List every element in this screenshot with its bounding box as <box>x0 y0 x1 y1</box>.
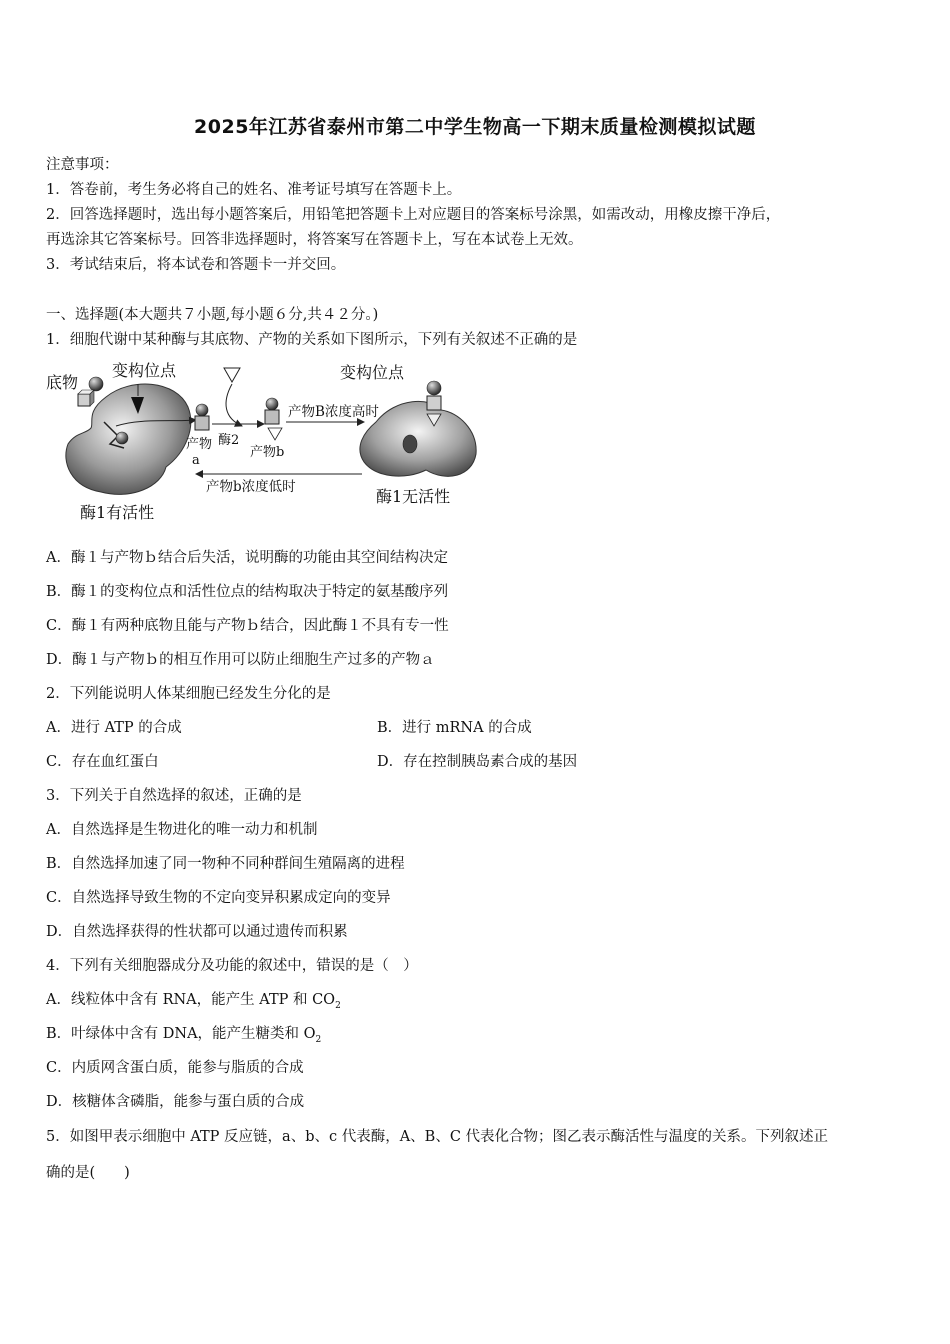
product-a-label-1: 产物 <box>186 437 213 452</box>
allosteric-site-left-label: 变构位点 <box>112 361 177 380</box>
question-4-stem: 4．下列有关细胞器成分及功能的叙述中，错误的是（ ） <box>46 958 418 974</box>
product-a-cube <box>195 416 209 430</box>
q4-option-a <box>46 988 341 1011</box>
product-a-ball <box>196 404 208 416</box>
q4-option-a-subscript: 2 <box>335 1000 341 1011</box>
notice-item-1: 1．答卷前，考生务必将自己的姓名、准考证号填写在答题卡上。 <box>46 182 462 198</box>
q2-option-a: A．进行 ATP 的合成 <box>46 720 182 736</box>
enzyme-active-label: 酶1有活性 <box>80 503 155 522</box>
q4-option-b <box>46 1022 321 1045</box>
q4-option-c: C．内质网含蛋白质，能参与脂质的合成 <box>46 1060 304 1076</box>
notice-item-2: 2．回答选择题时，选出每小题答案后，用铅笔把答题卡上对应题目的答案标号涂黑，如需改动，用橡皮擦干净后， <box>46 207 781 223</box>
q1-option-c: C．酶１有两种底物且能与产物ｂ结合，因此酶１不具有专一性 <box>46 618 449 634</box>
q1-option-d: D．酶１与产物ｂ的相互作用可以防止细胞生产过多的产物ａ <box>46 652 435 668</box>
substrate-label: 底物 <box>46 373 79 392</box>
notice-item-3: 3．考试结束后，将本试卷和答题卡一并交回。 <box>46 257 346 273</box>
q2-option-b: B．进行 mRNA 的合成 <box>377 720 532 736</box>
substrate-cube <box>78 394 90 406</box>
q4-option-b-text: B．叶绿体中含有 DNA，能产生糖类和 O <box>46 1026 316 1042</box>
q3-option-b: B．自然选择加速了同一物种不同种群间生殖隔离的进程 <box>46 856 405 872</box>
notice-heading: 注意事项： <box>46 157 119 173</box>
q4-option-a-text: A．线粒体中含有 RNA，能产生 ATP 和 CO <box>46 992 336 1008</box>
product-b-ball <box>266 398 278 410</box>
question-3-stem: 3．下列关于自然选择的叙述，正确的是 <box>46 788 302 804</box>
question-5-stem-line2: 确的是( ) <box>46 1165 130 1181</box>
q2-option-d: D．存在控制胰岛素合成的基因 <box>377 754 578 770</box>
substrate-ball <box>89 377 103 391</box>
product-b-label: 产物b <box>250 445 285 460</box>
q4-option-b-subscript: 2 <box>315 1034 322 1045</box>
enzyme2-label: 酶2 <box>218 433 240 448</box>
q3-option-a: A．自然选择是生物进化的唯一动力和机制 <box>46 822 318 838</box>
low-concentration-label: 产物b浓度低时 <box>206 479 296 495</box>
product-b-cube <box>265 410 279 424</box>
q1-option-a: A．酶１与产物ｂ结合后失活，说明酶的功能由其空间结构决定 <box>46 550 448 566</box>
page-title: 2025年江苏省泰州市第二中学生物高一下期末质量检测模拟试题 <box>194 116 756 138</box>
enzyme-inactive-label: 酶1无活性 <box>376 487 451 506</box>
product-a-label-2: a <box>192 453 200 468</box>
question-5-stem-line1: 5．如图甲表示细胞中 ATP 反应链，a、b、c 代表酶，A、B、C 代表化合物；图乙表示酶活性与温度的关系。下列叙述正 <box>46 1129 829 1145</box>
allosteric-site-right-label: 变构位点 <box>340 363 405 382</box>
section-heading: 一、选择题(本大题共７小题,每小题６分,共４２分。) <box>46 307 379 323</box>
q1-option-b: B．酶１的变构位点和活性位点的结构取决于特定的氨基酸序列 <box>46 584 449 600</box>
notice-item-2-cont: 再选涂其它答案标号。回答非选择题时，将答案写在答题卡上，写在本试卷上无效。 <box>46 232 583 248</box>
enzyme-diagram <box>46 352 486 532</box>
q3-option-c: C．自然选择导致生物的不定向变异积累成定向的变异 <box>46 890 391 906</box>
question-2-stem: 2．下列能说明人体某细胞已经发生分化的是 <box>46 686 331 702</box>
high-concentration-label: 产物B浓度高时 <box>288 404 379 420</box>
q3-option-d: D．自然选择获得的性状都可以通过遗传而积累 <box>46 924 348 940</box>
enzyme2-shape <box>224 368 240 382</box>
q2-option-c: C．存在血红蛋白 <box>46 754 159 770</box>
question-1-stem: 1．细胞代谢中某种酶与其底物、产物的关系如下图所示，下列有关叙述不正确的是 <box>46 332 578 348</box>
q4-option-d: D．核糖体含磷脂，能参与蛋白质的合成 <box>46 1094 305 1110</box>
